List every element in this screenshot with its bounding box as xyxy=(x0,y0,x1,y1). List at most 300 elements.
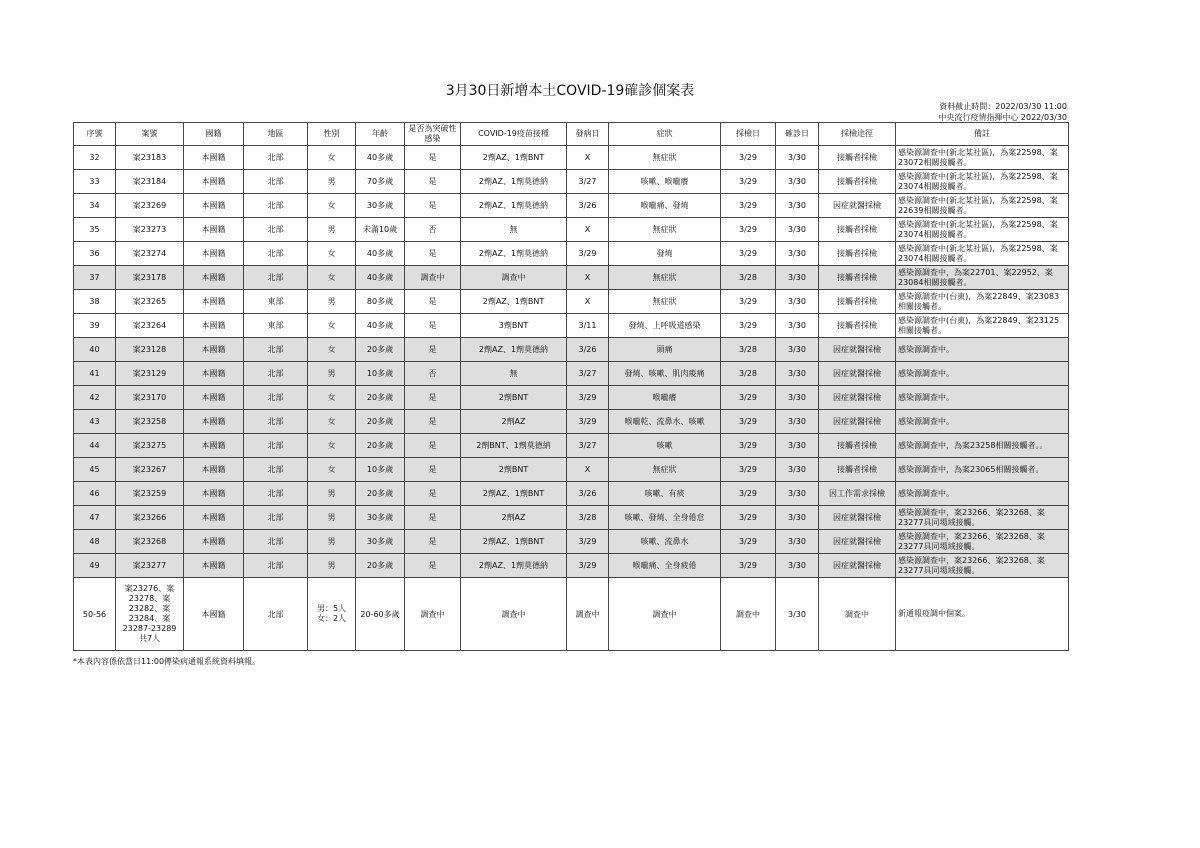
sampling-route-cell: 接觸者採檢 xyxy=(819,242,896,266)
symptoms-cell: 喉嚨痛、全身疲倦 xyxy=(609,554,721,578)
sampling-date-cell: 3/29 xyxy=(721,170,776,194)
serial-cell: 34 xyxy=(74,194,116,218)
sampling-route-cell: 接觸者採檢 xyxy=(819,266,896,290)
gender-cell: 女 xyxy=(308,266,356,290)
remarks-cell: 感染源調查中(台東)，為案22849、案23083相關接觸者。 xyxy=(896,290,1069,314)
vaccine-cell: 調查中 xyxy=(461,266,567,290)
confirm-date-cell: 3/30 xyxy=(776,170,819,194)
breakthrough-cell: 是 xyxy=(405,338,461,362)
column-header: COVID-19疫苗接種 xyxy=(461,123,567,146)
region-cell: 北部 xyxy=(244,266,308,290)
confirm-date-cell: 3/30 xyxy=(776,410,819,434)
age-cell: 20-60多歲 xyxy=(356,578,405,651)
case-id-cell: 案23267 xyxy=(116,458,184,482)
sampling-date-cell: 3/29 xyxy=(721,218,776,242)
case-table xyxy=(73,122,1069,651)
age-cell: 80多歲 xyxy=(356,290,405,314)
gender-cell: 男 xyxy=(308,554,356,578)
nationality-cell: 本國籍 xyxy=(184,458,244,482)
table-row xyxy=(74,218,1069,242)
remarks-cell: 感染源調查中，案23266、案23268、案23277具同場域接觸。 xyxy=(896,530,1069,554)
confirm-date-cell: 3/30 xyxy=(776,482,819,506)
sampling-route-cell: 接觸者採檢 xyxy=(819,146,896,170)
case-id-cell: 案23275 xyxy=(116,434,184,458)
confirm-date-cell: 3/30 xyxy=(776,458,819,482)
column-header: 地區 xyxy=(244,123,308,146)
sampling-date-cell: 3/28 xyxy=(721,338,776,362)
sampling-route-cell: 因症就醫採檢 xyxy=(819,410,896,434)
vaccine-cell: 無 xyxy=(461,218,567,242)
serial-cell: 37 xyxy=(74,266,116,290)
confirm-date-cell: 3/30 xyxy=(776,242,819,266)
remarks-cell: 感染源調查中。 xyxy=(896,482,1069,506)
remarks-cell: 感染源調查中。 xyxy=(896,362,1069,386)
confirm-date-cell: 3/30 xyxy=(776,434,819,458)
sampling-date-cell: 3/29 xyxy=(721,386,776,410)
confirm-date-cell: 3/30 xyxy=(776,578,819,651)
serial-cell: 36 xyxy=(74,242,116,266)
age-cell: 30多歲 xyxy=(356,530,405,554)
vaccine-cell: 無 xyxy=(461,362,567,386)
vaccine-cell: 2劑AZ xyxy=(461,506,567,530)
symptoms-cell: 喉嚨乾、流鼻水、咳嗽 xyxy=(609,410,721,434)
region-cell: 北部 xyxy=(244,386,308,410)
table-body xyxy=(74,146,1069,651)
region-cell: 東部 xyxy=(244,290,308,314)
gender-cell: 男 xyxy=(308,170,356,194)
serial-cell: 40 xyxy=(74,338,116,362)
symptoms-cell: 無症狀 xyxy=(609,218,721,242)
region-cell: 北部 xyxy=(244,242,308,266)
sampling-route-cell: 接觸者採檢 xyxy=(819,434,896,458)
table-row xyxy=(74,146,1069,170)
table-row xyxy=(74,338,1069,362)
case-id-cell: 案23268 xyxy=(116,530,184,554)
symptoms-cell: 咳嗽、發燒、全身倦怠 xyxy=(609,506,721,530)
confirm-date-cell: 3/30 xyxy=(776,386,819,410)
region-cell: 北部 xyxy=(244,434,308,458)
symptoms-cell: 無症狀 xyxy=(609,266,721,290)
breakthrough-cell: 是 xyxy=(405,146,461,170)
case-id-cell: 案23128 xyxy=(116,338,184,362)
serial-cell: 49 xyxy=(74,554,116,578)
nationality-cell: 本國籍 xyxy=(184,386,244,410)
gender-cell: 女 xyxy=(308,314,356,338)
symptoms-cell: 無症狀 xyxy=(609,290,721,314)
nationality-cell: 本國籍 xyxy=(184,506,244,530)
serial-cell: 32 xyxy=(74,146,116,170)
sampling-route-cell: 接觸者採檢 xyxy=(819,458,896,482)
confirm-date-cell: 3/30 xyxy=(776,314,819,338)
column-header: 備註 xyxy=(896,123,1069,146)
table-row xyxy=(74,194,1069,218)
remarks-cell: 感染源調查中(台東)，為案22849、案23125相關接觸者。 xyxy=(896,314,1069,338)
column-header: 確診日 xyxy=(776,123,819,146)
vaccine-cell: 2劑AZ、1劑莫德納 xyxy=(461,554,567,578)
gender-cell: 男 xyxy=(308,530,356,554)
age-cell: 20多歲 xyxy=(356,410,405,434)
gender-cell: 男：5人 女：2人 xyxy=(308,578,356,651)
sampling-date-cell: 3/28 xyxy=(721,266,776,290)
age-cell: 10多歲 xyxy=(356,458,405,482)
region-cell: 北部 xyxy=(244,218,308,242)
serial-cell: 45 xyxy=(74,458,116,482)
onset-date-cell: 調查中 xyxy=(567,578,609,651)
onset-date-cell: X xyxy=(567,458,609,482)
symptoms-cell: 發燒、咳嗽、肌肉痠痛 xyxy=(609,362,721,386)
sampling-route-cell: 因症就醫採檢 xyxy=(819,554,896,578)
age-cell: 20多歲 xyxy=(356,386,405,410)
table-row xyxy=(74,506,1069,530)
vaccine-cell: 2劑AZ、1劑莫德納 xyxy=(461,170,567,194)
symptoms-cell: 咳嗽、有痰 xyxy=(609,482,721,506)
vaccine-cell: 2劑AZ、1劑莫德納 xyxy=(461,242,567,266)
breakthrough-cell: 是 xyxy=(405,554,461,578)
serial-cell: 35 xyxy=(74,218,116,242)
case-id-cell: 案23129 xyxy=(116,362,184,386)
column-header: 性別 xyxy=(308,123,356,146)
breakthrough-cell: 是 xyxy=(405,458,461,482)
vaccine-cell: 2劑BNT xyxy=(461,386,567,410)
serial-cell: 39 xyxy=(74,314,116,338)
breakthrough-cell: 否 xyxy=(405,218,461,242)
sampling-date-cell: 3/29 xyxy=(721,146,776,170)
age-cell: 40多歲 xyxy=(356,266,405,290)
symptoms-cell: 無症狀 xyxy=(609,146,721,170)
breakthrough-cell: 是 xyxy=(405,530,461,554)
sampling-date-cell: 3/29 xyxy=(721,554,776,578)
sampling-route-cell: 因症就醫採檢 xyxy=(819,386,896,410)
case-id-cell: 案23184 xyxy=(116,170,184,194)
sampling-date-cell: 調查中 xyxy=(721,578,776,651)
table-row xyxy=(74,170,1069,194)
vaccine-cell: 2劑AZ、1劑BNT xyxy=(461,530,567,554)
table-row xyxy=(74,410,1069,434)
sampling-date-cell: 3/29 xyxy=(721,410,776,434)
remarks-cell: 感染源調查中(新北某社區)，為案22598、案23072相關接觸者。 xyxy=(896,146,1069,170)
region-cell: 北部 xyxy=(244,458,308,482)
sampling-date-cell: 3/29 xyxy=(721,506,776,530)
region-cell: 北部 xyxy=(244,506,308,530)
confirm-date-cell: 3/30 xyxy=(776,530,819,554)
sampling-route-cell: 調查中 xyxy=(819,578,896,651)
gender-cell: 男 xyxy=(308,290,356,314)
gender-cell: 女 xyxy=(308,242,356,266)
sampling-date-cell: 3/29 xyxy=(721,530,776,554)
serial-cell: 47 xyxy=(74,506,116,530)
symptoms-cell: 發燒、上呼吸道感染 xyxy=(609,314,721,338)
serial-cell: 38 xyxy=(74,290,116,314)
region-cell: 北部 xyxy=(244,146,308,170)
confirm-date-cell: 3/30 xyxy=(776,506,819,530)
table-row xyxy=(74,578,1069,651)
table-row xyxy=(74,242,1069,266)
remarks-cell: 感染源調查中。 xyxy=(896,338,1069,362)
region-cell: 北部 xyxy=(244,362,308,386)
breakthrough-cell: 是 xyxy=(405,194,461,218)
column-header: 採檢途徑 xyxy=(819,123,896,146)
vaccine-cell: 2劑AZ、1劑BNT xyxy=(461,290,567,314)
sampling-route-cell: 因症就醫採檢 xyxy=(819,530,896,554)
onset-date-cell: 3/29 xyxy=(567,530,609,554)
vaccine-cell: 2劑AZ、1劑BNT xyxy=(461,482,567,506)
onset-date-cell: 3/26 xyxy=(567,194,609,218)
report-meta xyxy=(938,101,1067,123)
nationality-cell: 本國籍 xyxy=(184,218,244,242)
table-row xyxy=(74,554,1069,578)
gender-cell: 男 xyxy=(308,506,356,530)
sampling-route-cell: 因症就醫採檢 xyxy=(819,338,896,362)
age-cell: 20多歲 xyxy=(356,338,405,362)
serial-cell: 48 xyxy=(74,530,116,554)
serial-cell: 33 xyxy=(74,170,116,194)
symptoms-cell: 咳嗽、流鼻水 xyxy=(609,530,721,554)
column-header: 年齡 xyxy=(356,123,405,146)
column-header: 序號 xyxy=(74,123,116,146)
page-title: 3月30日新增本土COVID-19確診個案表 xyxy=(445,83,695,99)
table-row xyxy=(74,362,1069,386)
age-cell: 20多歲 xyxy=(356,434,405,458)
onset-date-cell: 3/29 xyxy=(567,242,609,266)
vaccine-cell: 3劑BNT xyxy=(461,314,567,338)
sampling-date-cell: 3/28 xyxy=(721,362,776,386)
remarks-cell: 感染源調查中(新北某社區)，為案22598、案23074相關接觸者。 xyxy=(896,218,1069,242)
vaccine-cell: 2劑AZ、1劑莫德納 xyxy=(461,338,567,362)
breakthrough-cell: 調查中 xyxy=(405,578,461,651)
column-header: 國籍 xyxy=(184,123,244,146)
symptoms-cell: 調查中 xyxy=(609,578,721,651)
breakthrough-cell: 是 xyxy=(405,410,461,434)
breakthrough-cell: 調查中 xyxy=(405,266,461,290)
nationality-cell: 本國籍 xyxy=(184,410,244,434)
case-id-cell: 案23265 xyxy=(116,290,184,314)
serial-cell: 43 xyxy=(74,410,116,434)
region-cell: 北部 xyxy=(244,530,308,554)
nationality-cell: 本國籍 xyxy=(184,578,244,651)
age-cell: 70多歲 xyxy=(356,170,405,194)
age-cell: 10多歲 xyxy=(356,362,405,386)
age-cell: 20多歲 xyxy=(356,482,405,506)
case-id-cell: 案23183 xyxy=(116,146,184,170)
region-cell: 東部 xyxy=(244,314,308,338)
sampling-date-cell: 3/29 xyxy=(721,242,776,266)
region-cell: 北部 xyxy=(244,338,308,362)
remarks-cell: 感染源調查中(新北某社區)，為案22598、案22639相關接觸者。 xyxy=(896,194,1069,218)
gender-cell: 女 xyxy=(308,458,356,482)
sampling-route-cell: 接觸者採檢 xyxy=(819,218,896,242)
nationality-cell: 本國籍 xyxy=(184,290,244,314)
breakthrough-cell: 是 xyxy=(405,314,461,338)
table-row xyxy=(74,266,1069,290)
symptoms-cell: 咳嗽 xyxy=(609,434,721,458)
onset-date-cell: X xyxy=(567,146,609,170)
footnote: *本表內容係依當日11:00傳染病通報系統資料填報。 xyxy=(73,657,261,666)
serial-cell: 42 xyxy=(74,386,116,410)
serial-cell: 44 xyxy=(74,434,116,458)
gender-cell: 男 xyxy=(308,482,356,506)
age-cell: 40多歲 xyxy=(356,242,405,266)
gender-cell: 女 xyxy=(308,338,356,362)
sampling-route-cell: 因症就醫採檢 xyxy=(819,506,896,530)
nationality-cell: 本國籍 xyxy=(184,554,244,578)
nationality-cell: 本國籍 xyxy=(184,146,244,170)
symptoms-cell: 咳嗽、喉嚨癢 xyxy=(609,170,721,194)
region-cell: 北部 xyxy=(244,410,308,434)
confirm-date-cell: 3/30 xyxy=(776,266,819,290)
confirm-date-cell: 3/30 xyxy=(776,290,819,314)
symptoms-cell: 喉嚨癢 xyxy=(609,386,721,410)
gender-cell: 女 xyxy=(308,146,356,170)
onset-date-cell: 3/29 xyxy=(567,554,609,578)
sampling-route-cell: 接觸者採檢 xyxy=(819,314,896,338)
nationality-cell: 本國籍 xyxy=(184,338,244,362)
breakthrough-cell: 是 xyxy=(405,506,461,530)
vaccine-cell: 2劑BNT、1劑莫德納 xyxy=(461,434,567,458)
symptoms-cell: 無症狀 xyxy=(609,458,721,482)
onset-date-cell: 3/26 xyxy=(567,338,609,362)
case-id-cell: 案23178 xyxy=(116,266,184,290)
remarks-cell: 感染源調查中，案23266、案23268、案23277具同場域接觸。 xyxy=(896,554,1069,578)
remarks-cell: 感染源調查中(新北某社區)，為案22598、案23074相關接觸者。 xyxy=(896,242,1069,266)
case-id-cell: 案23259 xyxy=(116,482,184,506)
onset-date-cell: 3/27 xyxy=(567,170,609,194)
table-row xyxy=(74,290,1069,314)
case-id-cell: 案23170 xyxy=(116,386,184,410)
vaccine-cell: 調查中 xyxy=(461,578,567,651)
breakthrough-cell: 是 xyxy=(405,290,461,314)
column-header: 是否為突破性感染 xyxy=(405,123,461,146)
nationality-cell: 本國籍 xyxy=(184,170,244,194)
vaccine-cell: 2劑AZ、1劑BNT xyxy=(461,146,567,170)
nationality-cell: 本國籍 xyxy=(184,314,244,338)
onset-date-cell: 3/28 xyxy=(567,506,609,530)
serial-cell: 50-56 xyxy=(74,578,116,651)
vaccine-cell: 2劑AZ xyxy=(461,410,567,434)
confirm-date-cell: 3/30 xyxy=(776,194,819,218)
table-row xyxy=(74,386,1069,410)
onset-date-cell: 3/29 xyxy=(567,386,609,410)
confirm-date-cell: 3/30 xyxy=(776,554,819,578)
case-id-cell: 案23264 xyxy=(116,314,184,338)
remarks-cell: 感染源調查中(新北某社區)，為案22598、案23074相關接觸者。 xyxy=(896,170,1069,194)
region-cell: 北部 xyxy=(244,554,308,578)
breakthrough-cell: 是 xyxy=(405,434,461,458)
sampling-route-cell: 因症就醫採檢 xyxy=(819,362,896,386)
age-cell: 40多歲 xyxy=(356,314,405,338)
sampling-date-cell: 3/29 xyxy=(721,314,776,338)
serial-cell: 41 xyxy=(74,362,116,386)
gender-cell: 男 xyxy=(308,218,356,242)
nationality-cell: 本國籍 xyxy=(184,362,244,386)
region-cell: 北部 xyxy=(244,194,308,218)
nationality-cell: 本國籍 xyxy=(184,434,244,458)
case-id-cell: 案23269 xyxy=(116,194,184,218)
remarks-cell: 感染源調查中，為案23258相關接觸者。。 xyxy=(896,434,1069,458)
column-header: 症狀 xyxy=(609,123,721,146)
remarks-cell: 感染源調查中。 xyxy=(896,386,1069,410)
symptoms-cell: 頭痛 xyxy=(609,338,721,362)
vaccine-cell: 2劑AZ、1劑莫德納 xyxy=(461,194,567,218)
column-header: 案號 xyxy=(116,123,184,146)
sampling-route-cell: 接觸者採檢 xyxy=(819,170,896,194)
table-row xyxy=(74,482,1069,506)
sampling-route-cell: 接觸者採檢 xyxy=(819,290,896,314)
sampling-date-cell: 3/29 xyxy=(721,434,776,458)
breakthrough-cell: 是 xyxy=(405,170,461,194)
breakthrough-cell: 是 xyxy=(405,386,461,410)
gender-cell: 女 xyxy=(308,194,356,218)
nationality-cell: 本國籍 xyxy=(184,530,244,554)
onset-date-cell: 3/26 xyxy=(567,482,609,506)
serial-cell: 46 xyxy=(74,482,116,506)
nationality-cell: 本國籍 xyxy=(184,242,244,266)
remarks-cell: 感染源調查中，為案22701、案22952、案23084相關接觸者。 xyxy=(896,266,1069,290)
data-cutoff-time: 資料截止時間：2022/03/30 11:00 xyxy=(939,102,1067,111)
table-row xyxy=(74,434,1069,458)
gender-cell: 女 xyxy=(308,434,356,458)
nationality-cell: 本國籍 xyxy=(184,266,244,290)
symptoms-cell: 發燒 xyxy=(609,242,721,266)
age-cell: 20多歲 xyxy=(356,554,405,578)
breakthrough-cell: 是 xyxy=(405,242,461,266)
sampling-date-cell: 3/29 xyxy=(721,482,776,506)
breakthrough-cell: 否 xyxy=(405,362,461,386)
breakthrough-cell: 是 xyxy=(405,482,461,506)
issuer-date: 中央流行疫情指揮中心 2022/03/30 xyxy=(938,113,1067,122)
age-cell: 未滿10歲 xyxy=(356,218,405,242)
table-row xyxy=(74,530,1069,554)
age-cell: 40多歲 xyxy=(356,146,405,170)
onset-date-cell: 3/11 xyxy=(567,314,609,338)
column-header: 採檢日 xyxy=(721,123,776,146)
confirm-date-cell: 3/30 xyxy=(776,218,819,242)
age-cell: 30多歲 xyxy=(356,194,405,218)
sampling-route-cell: 因症就醫採檢 xyxy=(819,194,896,218)
nationality-cell: 本國籍 xyxy=(184,194,244,218)
region-cell: 北部 xyxy=(244,482,308,506)
symptoms-cell: 喉嚨痛、發燒 xyxy=(609,194,721,218)
remarks-cell: 感染源調查中，案23266、案23268、案23277具同場域接觸。 xyxy=(896,506,1069,530)
sampling-route-cell: 因工作需求採檢 xyxy=(819,482,896,506)
onset-date-cell: 3/29 xyxy=(567,410,609,434)
age-cell: 30多歲 xyxy=(356,506,405,530)
onset-date-cell: 3/27 xyxy=(567,362,609,386)
sampling-date-cell: 3/29 xyxy=(721,290,776,314)
confirm-date-cell: 3/30 xyxy=(776,146,819,170)
remarks-cell: 感染源調查中。 xyxy=(896,410,1069,434)
region-cell: 北部 xyxy=(244,170,308,194)
region-cell: 北部 xyxy=(244,578,308,651)
case-id-cell: 案23276、案23278、案23282、案23284、案23287-23289 共7人 xyxy=(116,578,184,651)
onset-date-cell: X xyxy=(567,266,609,290)
onset-date-cell: 3/27 xyxy=(567,434,609,458)
table-row xyxy=(74,314,1069,338)
remarks-cell: 感染源調查中，為案23065相關接觸者。 xyxy=(896,458,1069,482)
case-id-cell: 案23274 xyxy=(116,242,184,266)
gender-cell: 男 xyxy=(308,362,356,386)
vaccine-cell: 2劑BNT xyxy=(461,458,567,482)
case-id-cell: 案23266 xyxy=(116,506,184,530)
nationality-cell: 本國籍 xyxy=(184,482,244,506)
gender-cell: 女 xyxy=(308,386,356,410)
gender-cell: 女 xyxy=(308,410,356,434)
sampling-date-cell: 3/29 xyxy=(721,458,776,482)
table-row xyxy=(74,458,1069,482)
remarks-cell: 新通報疫調中個案。 xyxy=(896,578,1069,651)
onset-date-cell: X xyxy=(567,290,609,314)
confirm-date-cell: 3/30 xyxy=(776,338,819,362)
case-id-cell: 案23277 xyxy=(116,554,184,578)
